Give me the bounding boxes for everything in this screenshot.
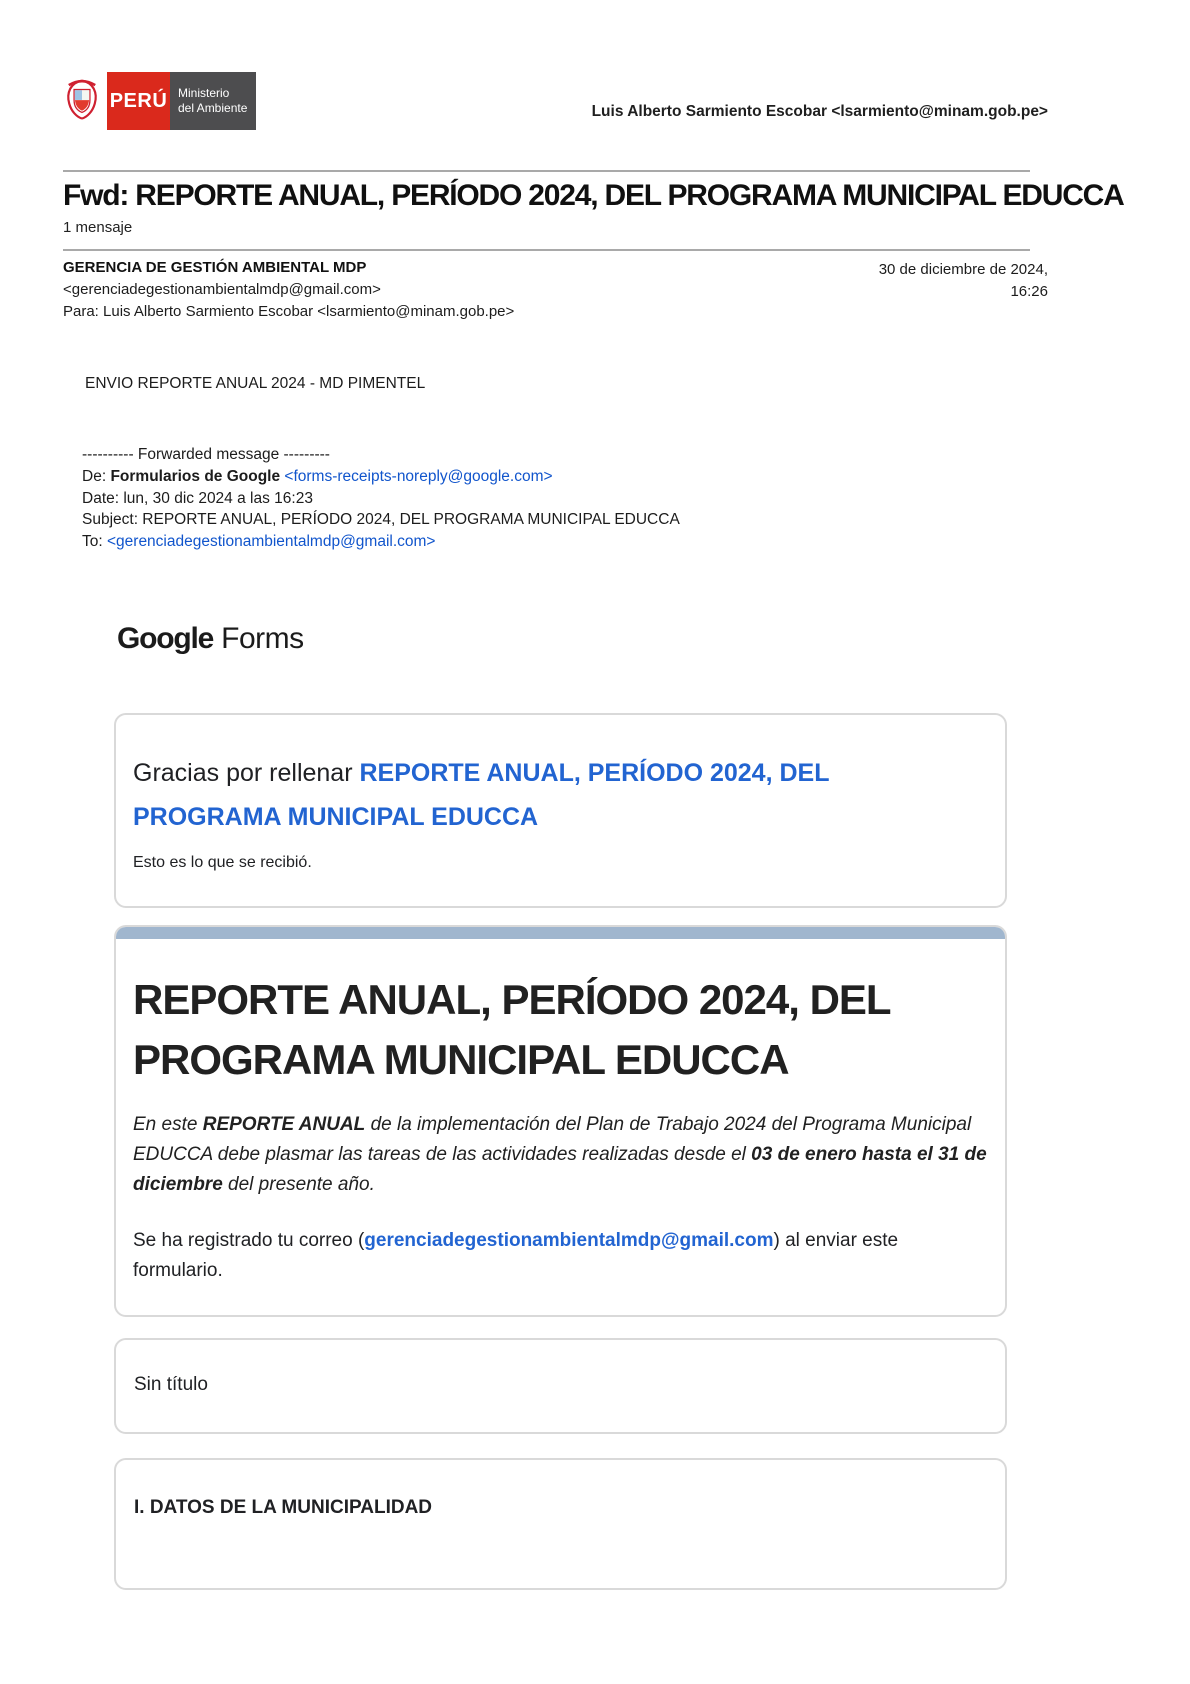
forms-wordmark: Forms xyxy=(221,622,304,655)
ministry-line2: del Ambiente xyxy=(178,101,248,115)
google-forms-logo xyxy=(117,622,304,656)
forwarded-message-block xyxy=(82,444,680,553)
email-subject-title: Fwd: REPORTE ANUAL, PERÍODO 2024, DEL PROGRAMA MUNICIPAL EDUCCA xyxy=(63,179,1124,212)
ministry-name xyxy=(170,72,256,130)
to-label: To: xyxy=(82,533,107,551)
form-title-link[interactable]: REPORTE ANUAL, PERÍODO 2024, DEL PROGRAMA MUNICIPAL EDUCCA xyxy=(133,759,830,831)
municipality-section-card xyxy=(114,1458,1007,1590)
from-label: De: xyxy=(82,467,111,485)
untitled-section-label: Sin título xyxy=(134,1374,208,1395)
minam-logo xyxy=(57,72,256,130)
forwarded-to-line xyxy=(82,531,680,553)
desc-bold: REPORTE ANUAL xyxy=(202,1114,366,1135)
form-header-card xyxy=(114,925,1007,1317)
to-email-link[interactable]: <gerenciadegestionambientalmdp@gmail.com> xyxy=(106,533,436,551)
forwarded-date-line: Date: lun, 30 dic 2024 a las 16:23 xyxy=(82,489,313,507)
account-owner-email: Luis Alberto Sarmiento Escobar <lsarmiento@minam.gob.pe> xyxy=(591,103,1048,120)
registered-text: ) al enviar este formulario. xyxy=(133,1230,899,1281)
peru-wordmark: PERÚ xyxy=(107,72,170,130)
message-time: 16:26 xyxy=(1010,283,1048,300)
header-divider xyxy=(63,170,1030,172)
peru-coat-of-arms-icon xyxy=(57,72,107,130)
email-body-intro: ENVIO REPORTE ANUAL 2024 - MD PIMENTEL xyxy=(85,375,426,392)
thanks-card xyxy=(114,713,1007,908)
desc-text: del presente año. xyxy=(222,1174,375,1195)
sender-name: GERENCIA DE GESTIÓN AMBIENTAL MDP xyxy=(63,259,367,276)
form-accent-bar xyxy=(116,927,1005,939)
from-email-link[interactable]: <forms-receipts-noreply@google.com> xyxy=(280,467,553,485)
form-title: REPORTE ANUAL, PERÍODO 2024, DEL PROGRAMA MUNICIPAL EDUCCA xyxy=(133,976,890,1083)
untitled-section-card xyxy=(114,1338,1007,1434)
registered-email-link[interactable]: gerenciadegestionambientalmdp@gmail.com xyxy=(364,1230,774,1251)
received-note: Esto es lo que se recibió. xyxy=(133,854,312,871)
ministry-line1: Ministerio xyxy=(178,86,230,100)
google-wordmark: Google xyxy=(117,622,214,655)
forwarded-subject-line: Subject: REPORTE ANUAL, PERÍODO 2024, DEL PROGRAMA MUNICIPAL EDUCCA xyxy=(82,511,680,529)
desc-bold: 03 de enero hasta el 31 de diciembre xyxy=(133,1144,987,1195)
municipality-section-title: I. DATOS DE LA MUNICIPALIDAD xyxy=(134,1497,433,1518)
thanks-prefix: Gracias por rellenar xyxy=(133,759,360,787)
form-header-content xyxy=(116,939,1005,1286)
forwarded-divider-line: ---------- Forwarded message --------- xyxy=(82,446,330,463)
subject-divider xyxy=(63,249,1030,251)
form-description xyxy=(133,1110,991,1200)
desc-text: de la implementación del Plan de Trabajo 2024 del Programa Municipal EDUCCA debe plasmar las tareas de las actividades realizadas desde el xyxy=(133,1114,972,1165)
message-date: 30 de diciembre de 2024, xyxy=(878,261,1048,278)
desc-text: En este xyxy=(133,1114,203,1135)
message-count: 1 mensaje xyxy=(63,219,133,236)
thanks-message xyxy=(133,751,981,839)
from-name: Formularios de Google xyxy=(110,467,281,485)
forwarded-from-line xyxy=(82,466,680,488)
registered-email-note xyxy=(133,1226,991,1286)
registered-text: Se ha registrado tu correo ( xyxy=(133,1230,365,1251)
peru-coat-of-arms-icon xyxy=(60,74,104,128)
sender-email: <gerenciadegestionambientalmdp@gmail.com> xyxy=(63,281,381,298)
recipient-line: Para: Luis Alberto Sarmiento Escobar <lsarmiento@minam.gob.pe> xyxy=(63,303,515,320)
